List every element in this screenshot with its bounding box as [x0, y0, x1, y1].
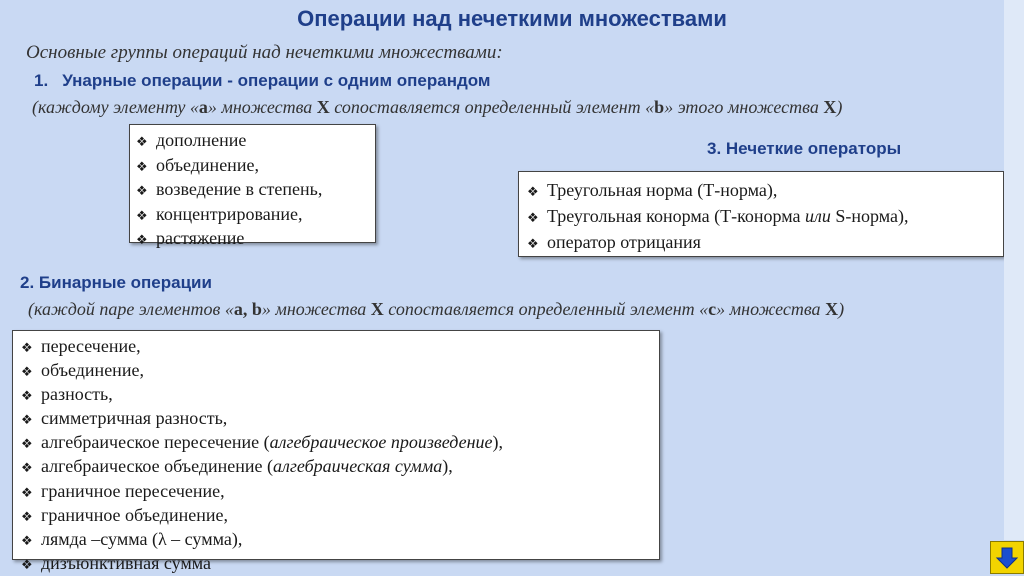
list-item: ❖ Треугольная конорма (Т-конорма или S-норма),: [527, 204, 995, 230]
list-item: ❖ пересечение,: [21, 335, 651, 359]
list-item: ❖ Треугольная норма (Т-норма),: [527, 178, 995, 204]
list-item: ❖ растяжение: [136, 227, 369, 252]
list-item: ❖ алгебраическое объединение (алгебраическая сумма),: [21, 455, 651, 479]
bullet-icon: ❖: [136, 207, 148, 223]
list-item: ❖ граничное объединение,: [21, 504, 651, 528]
bullet-icon: ❖: [527, 236, 539, 251]
list-item: ❖ разность,: [21, 383, 651, 407]
binary-note: (каждой паре элементов «a, b» множества X сопоставляется определенный элемент «c» множества X): [28, 299, 845, 319]
bullet-icon: ❖: [21, 436, 33, 452]
unary-operations-box: [129, 124, 376, 248]
fuzzy-operators-box: [518, 171, 1004, 257]
binary-operations-box: [12, 330, 660, 573]
binary-operations-list: [21, 335, 651, 576]
fuzzy-operators-list: [527, 178, 995, 256]
unary-heading: [34, 71, 491, 91]
bullet-icon: ❖: [136, 232, 148, 247]
bullet-icon: ❖: [21, 508, 33, 524]
intro-text: Основные группы операций над нечеткими множествами:: [26, 42, 503, 63]
bullet-icon: ❖: [136, 158, 148, 174]
bullet-icon: ❖: [136, 134, 148, 149]
list-item: ❖ алгебраическое пересечение (алгебраическое произведение),: [21, 431, 651, 455]
list-item: ❖ дополнение: [136, 129, 369, 154]
list-item: ❖ концентрирование,: [136, 203, 369, 228]
bullet-icon: ❖: [21, 532, 33, 548]
bullet-icon: ❖: [527, 184, 539, 199]
page-title: Операции над нечеткими множествами: [297, 6, 727, 31]
bullet-icon: ❖: [21, 484, 33, 500]
bullet-icon: ❖: [21, 364, 33, 380]
down-arrow-icon: [995, 546, 1019, 570]
bullet-icon: ❖: [21, 340, 33, 355]
unary-note: (каждому элементу «a» множества X сопоставляется определенный элемент «b» этого множества X): [32, 97, 843, 117]
bullet-icon: ❖: [21, 460, 33, 476]
bullet-icon: ❖: [21, 412, 33, 428]
list-item: ❖ граничное пересечение,: [21, 480, 651, 504]
list-item: ❖ возведение в степень,: [136, 178, 369, 203]
bullet-icon: ❖: [21, 388, 33, 404]
list-item: ❖ объединение,: [136, 154, 369, 179]
list-item: ❖ симметричная разность,: [21, 407, 651, 431]
right-scroll-strip: [1004, 0, 1024, 540]
unary-operations-list: [136, 129, 369, 252]
bullet-icon: ❖: [527, 210, 539, 225]
list-item: ❖ дизъюнктивная сумма: [21, 552, 651, 576]
fuzzy-operators-heading: 3. Нечеткие операторы: [707, 139, 902, 158]
list-item: ❖ объединение,: [21, 359, 651, 383]
list-item: ❖ лямда –сумма (λ – сумма),: [21, 528, 651, 552]
unary-heading-text: Унарные операции - операции с одним операндом: [62, 71, 491, 90]
list-item: ❖ оператор отрицания: [527, 230, 995, 256]
bullet-icon: ❖: [136, 183, 148, 198]
next-slide-button[interactable]: [990, 541, 1024, 574]
binary-heading: 2. Бинарные операции: [20, 273, 212, 292]
unary-number: 1.: [34, 71, 49, 90]
bullet-icon: ❖: [21, 556, 33, 572]
